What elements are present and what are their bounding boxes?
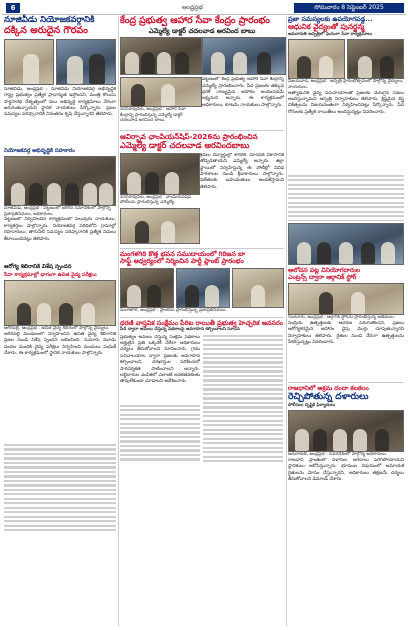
story-nuzvid	[4, 16, 116, 145]
article-body: ప్రభుత్వం అమలు చేస్తున్న సంక్షేమ పథకాలు అర్హులైన ప్రతి ఒక్కరికీ చేరేలా అధికారులు చర్యలు తీసుకోవాలని సూచించారు. గ్రామ సచివాలయాల ద్వారా ప్రజలకు అవగాహన కల్పించాలని, దరఖాస్తుల పరిశీలనలో పారదర్శకత పాటించాలని అన్నారు. లబ్ధిదారుల ఎంపికలో ఎలాంటి అవకతవకలకు తావులేకుండా చూడాలని ఆదేశించారు.	[120, 334, 200, 385]
news-photo	[120, 208, 200, 244]
story-mangalagiri	[120, 248, 284, 314]
text-lines	[120, 405, 200, 461]
banner-subheadline: ఎమ్మెల్యే డాక్టర్ చదలవాడ అరవింద బాబు	[148, 26, 256, 35]
headline: నియోజకవర్గ అభివృద్ధికి సహకారం	[4, 147, 75, 154]
subheadline: సేవా కార్యక్రమాల్లో భాగంగా ఉచిత వైద్య పరీక్షలు	[4, 271, 97, 278]
photo-caption: మంగళగిరి, ఆంధ్రప్రభ : ప్లాంట్‌ను ప్రారంభిస్తున్న ప్రజాప్రతినిధులు.	[120, 308, 227, 314]
column-right	[288, 16, 404, 508]
story-organic-store	[288, 220, 404, 379]
headline: ఆవిర్భావ ఛాంపియన్‌షిప్-2026ను ప్రారంభించిన	[120, 132, 258, 142]
photo-caption: నరసరావుపేట, ఆంధ్రప్రభ : ఆహార సేవా కేంద్రాన్ని ప్రారంభిస్తున్న ఎమ్మెల్యే డాక్టర్ చదలవాడ అరవింద బాబు.	[120, 107, 186, 124]
news-photo	[347, 39, 404, 79]
headline: రెచ్చిపోతున్న దళారులు	[288, 392, 369, 403]
news-photo	[4, 39, 54, 85]
photo-caption: అమరావతి, ఆంధ్రప్రభ : సమావేశంలో పాల్గొన్న అధికారులు.	[288, 452, 388, 458]
news-photo	[56, 39, 116, 85]
banner-headline: కేంద్ర ప్రభుత్వ ఆహార సేవా కేంద్రం ప్రారంభం	[120, 15, 270, 26]
story-brokers	[288, 382, 404, 508]
column-divider	[286, 16, 287, 626]
column-center	[120, 16, 284, 465]
article-body: సేంద్రియ ఉత్పత్తులకు ఆదరణ పెరుగుతోందని, ప్రజలు ఆరోగ్యకరమైన ఆహారం వైపు మొగ్గు చూపుతున్నారని నిర్వాహకులు తెలిపారు. రైతుల నుంచి నేరుగా ఉత్పత్తులను సేకరిస్తున్నట్లు వివరించారు.	[288, 321, 404, 346]
news-photo	[120, 153, 200, 195]
date-band: సోమవారం 8 సెప్టెంబర్ 2025	[294, 3, 404, 13]
photo-caption: నూజివీడు, ఆంధ్రప్రభ : పట్టణంలో జరిగిన సమావేశంలో పాల్గొన్న ప్రజాప్రతినిధులు, అధికారులు.	[4, 206, 111, 217]
headline: మంగళగిరి కొత్త భవన సముదాయంలో గిరిజన బా	[120, 249, 246, 258]
subheadline: పీ4 ద్వారా అమలు చేస్తున్న పథకాలపై అవగాహన కల్పించాలని సూచన	[120, 326, 240, 332]
news-photo	[288, 283, 404, 315]
headline: ఆధునిక వైద్యంతో పునర్జన్మ	[288, 22, 365, 32]
story-championship	[120, 130, 284, 245]
text-lines	[288, 175, 404, 218]
article-body: పట్టణంలో నిర్వహించిన కార్యక్రమంలో పలువురు నాయకులు, కార్యకర్తలు పాల్గొన్నారు. నియోజకవర్గ పరిధిలోని గ్రామాల్లో రహదారులు, తాగునీటి సమస్యల పరిష్కారానికి ప్రత్యేక నిధులు కేటాయించినట్లు తెలిపారు.	[4, 217, 116, 242]
story-health-camp	[4, 264, 116, 531]
column-left	[4, 16, 116, 534]
subheadline: పోలీసుల దృష్టికి ఫిర్యాదులు	[288, 402, 336, 408]
news-photo	[120, 77, 202, 107]
news-photo	[176, 268, 230, 308]
news-photo	[232, 268, 284, 308]
news-photo	[288, 39, 345, 79]
story-hospital	[288, 16, 404, 217]
newspaper-page	[2, 2, 406, 628]
headline: దక్కిన అరుదైన గౌరవం	[4, 24, 88, 36]
news-photo	[202, 37, 286, 75]
text-lines	[4, 444, 116, 531]
headline: నూజివీడు నియోజకవర్గానికి	[4, 15, 95, 25]
news-photo	[4, 156, 116, 206]
headline: ఆరోగ్య శిబిరానికి విశేష స్పందన	[4, 264, 72, 271]
page-number: 6	[6, 3, 20, 13]
photo-caption: గుంటూరు, ఆంధ్రప్రభ : ఆర్గానిక్ స్టోర్‌ను ప్రారంభిస్తున్న అతిథులు.	[288, 315, 396, 321]
column-divider	[118, 16, 119, 626]
headline: ఆలోచన పట్ల వినియోగదారుల	[288, 267, 361, 275]
subheadline: అమరావతి ఆస్పత్రిలో ఘనంగా సేవా కార్యక్రమాలు	[288, 31, 373, 37]
text-lines	[203, 335, 283, 465]
story-food-centre	[120, 37, 284, 127]
story-welfare	[120, 317, 284, 465]
article-body: ఆగిరిపల్లి మండలంలో నిర్వహించిన ఉచిత వైద్య శిబిరానికి ప్రజల నుండి విశేష స్పందన లభించింది. సుమారు మూడు వందల మందికి వైద్య పరీక్షలు నిర్వహించి మందులు పంపిణీ చేశారు. ఈ కార్యక్రమంలో స్థానిక నాయకులు పాల్గొన్నారు.	[4, 331, 116, 357]
news-photo	[120, 37, 202, 75]
news-photo	[288, 223, 404, 265]
photo-caption: ఆగిరిపల్లి, ఆంధ్రప్రభ : ఉచిత వైద్య శిబిరంలో పాల్గొన్న వైద్యులు.	[4, 326, 110, 332]
photo-caption: నరసరావుపేట, ఆంధ్రప్రభ : ఛాంపియన్‌షిప్ పోటీలను ప్రారంభిస్తున్న ఎమ్మెల్యే.	[120, 194, 192, 206]
news-photo	[4, 280, 116, 326]
article-body: రాజధాని ప్రాంతంలో దళారుల ఆగడాలు పెరిగిపోయాయని స్థానికులు ఆరోపిస్తున్నారు. భూముల విషయంలో అమాయక రైతులను మోసం చేస్తున్నారని, అధికారులు తక్షణమే చర్యలు తీసుకోవాలని డిమాండ్ చేశారు.	[288, 457, 404, 482]
story-support	[4, 148, 116, 262]
article-body: క్రీడలు విద్యార్థుల్లో శారీరక, మానసిక వికాసానికి తోడ్పడతాయని ఎమ్మెల్యే అన్నారు. జిల్లా స్థాయిలో నిర్వహిస్తున్న ఈ పోటీల్లో వివిధ పాఠశాలల నుండి క్రీడాకారులు పాల్గొన్నారు. విజేతలకు బహుమతులు అందజేస్తామని తెలిపారు.	[200, 152, 284, 190]
headline: సాఫ్ట్ ఆధ్వర్యంలో నిర్మించిన పార్టీ ప్లాంట్ ప్రారంభం	[120, 257, 244, 266]
headline: ఎంట్రన్స్ ద్వారా ఆర్గానిక్ స్టోర్	[288, 274, 357, 282]
news-photo	[120, 268, 174, 308]
headline: ధరణి వాస్తవిక సంక్షేమం పేరిట రాయితీ ప్రభుత్వ హెచ్చరిక అవసరం	[120, 318, 284, 327]
article-body: పట్టణంలో కేంద్ర ప్రభుత్వ ఆహార సేవా కేంద్రాన్ని ఎమ్మెల్యే ప్రారంభించారు. పేద ప్రజలకు తక్కువ ధరకే నాణ్యమైన ఆహారం అందించడమే లక్ష్యమని అన్నారు. ఈ కార్యక్రమంలో అధికారులు, కూటమి నాయకులు పాల్గొన్నారు.	[202, 77, 284, 108]
news-photo	[288, 410, 404, 452]
headline: ప్రజా సమస్యలకు ఉపయోగపడ్డ...	[288, 15, 373, 23]
headline: ఎమ్మెల్యే డాక్టర్ చదలవాడ అరవిందబాబు	[120, 140, 250, 151]
photo-caption: విజయవాడ, ఆంధ్రప్రభ : ఆస్పత్రి ప్రారంభోత్సవంలో పాల్గొన్న వైద్యులు, నాయకులు.	[288, 79, 404, 91]
article-body: నూజివీడు, ఆంధ్రప్రభ : నూజివీడు నియోజకవర్గ అభివృద్ధికి రాష్ట్ర ప్రభుత్వం ప్రత్యేక ప్రాధాన్యత ఇస్తోందని, మంత్రి కొలుసు పార్థసారథి నేతృత్వంలో పలు అభివృద్ధి కార్యక్రమాలు వేగంగా జరుగుతున్నాయని స్థానిక నాయకులు పేర్కొన్నారు. ప్రజల సమస్యల పరిష్కారానికి నిరంతరం కృషి చేస్తున్నారని తెలిపారు.	[4, 86, 116, 118]
masthead-title: ఆంధ్రప్రభ	[182, 4, 203, 11]
masthead	[2, 2, 406, 15]
headline: రాజధానిలో అక్రమ దందా కలకలం	[288, 385, 369, 393]
article-body: అత్యాధునిక వైద్య సదుపాయాలతో ప్రజలకు మెరుగైన సేవలు అందిస్తున్నామని ఆస్పత్రి నిర్వాహకులు తెలిపారు. క్లిష్టమైన శస్త్ర చికిత్సలను విజయవంతంగా నిర్వహించినట్లు పేర్కొన్నారు. పేద రోగులకు ప్రత్యేక రాయితీలు అందిస్తున్నట్లు వివరించారు.	[288, 90, 404, 115]
